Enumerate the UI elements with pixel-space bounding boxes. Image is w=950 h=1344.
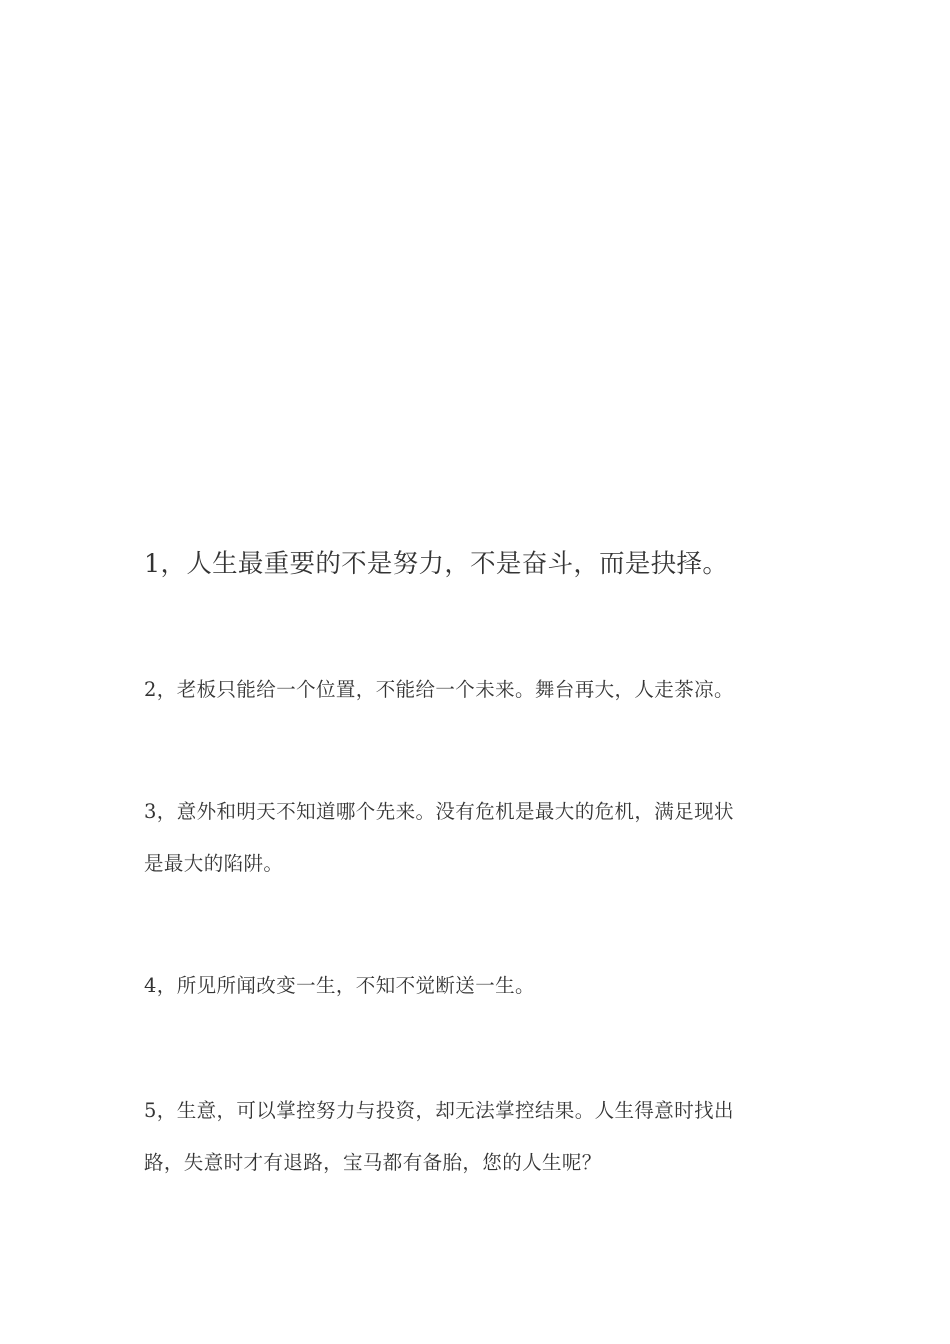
paragraph-5 <box>144 1085 814 1189</box>
paragraph-line: 2，老板只能给一个位置，不能给一个未来。舞台再大，人走茶凉。 <box>144 678 734 701</box>
paragraph-line: 1，人生最重要的不是努力，不是奋斗，而是抉择。 <box>144 549 729 579</box>
paragraph-line: 路，失意时才有退路，宝马都有备胎，您的人生呢？ <box>144 1151 602 1174</box>
paragraph-3 <box>144 786 814 890</box>
paragraph-line: 4，所见所闻改变一生，不知不觉断送一生。 <box>144 974 535 997</box>
paragraph-line: 是最大的陷阱。 <box>144 852 284 875</box>
paragraph-line: 5，生意，可以掌控努力与投资，却无法掌控结果。人生得意时找出 <box>144 1099 734 1122</box>
paragraph-2 <box>144 664 814 716</box>
paragraph-4 <box>144 960 814 1012</box>
paragraph-line: 3，意外和明天不知道哪个先来。没有危机是最大的危机，满足现状 <box>144 800 734 823</box>
paragraph-1-heading <box>144 544 814 584</box>
